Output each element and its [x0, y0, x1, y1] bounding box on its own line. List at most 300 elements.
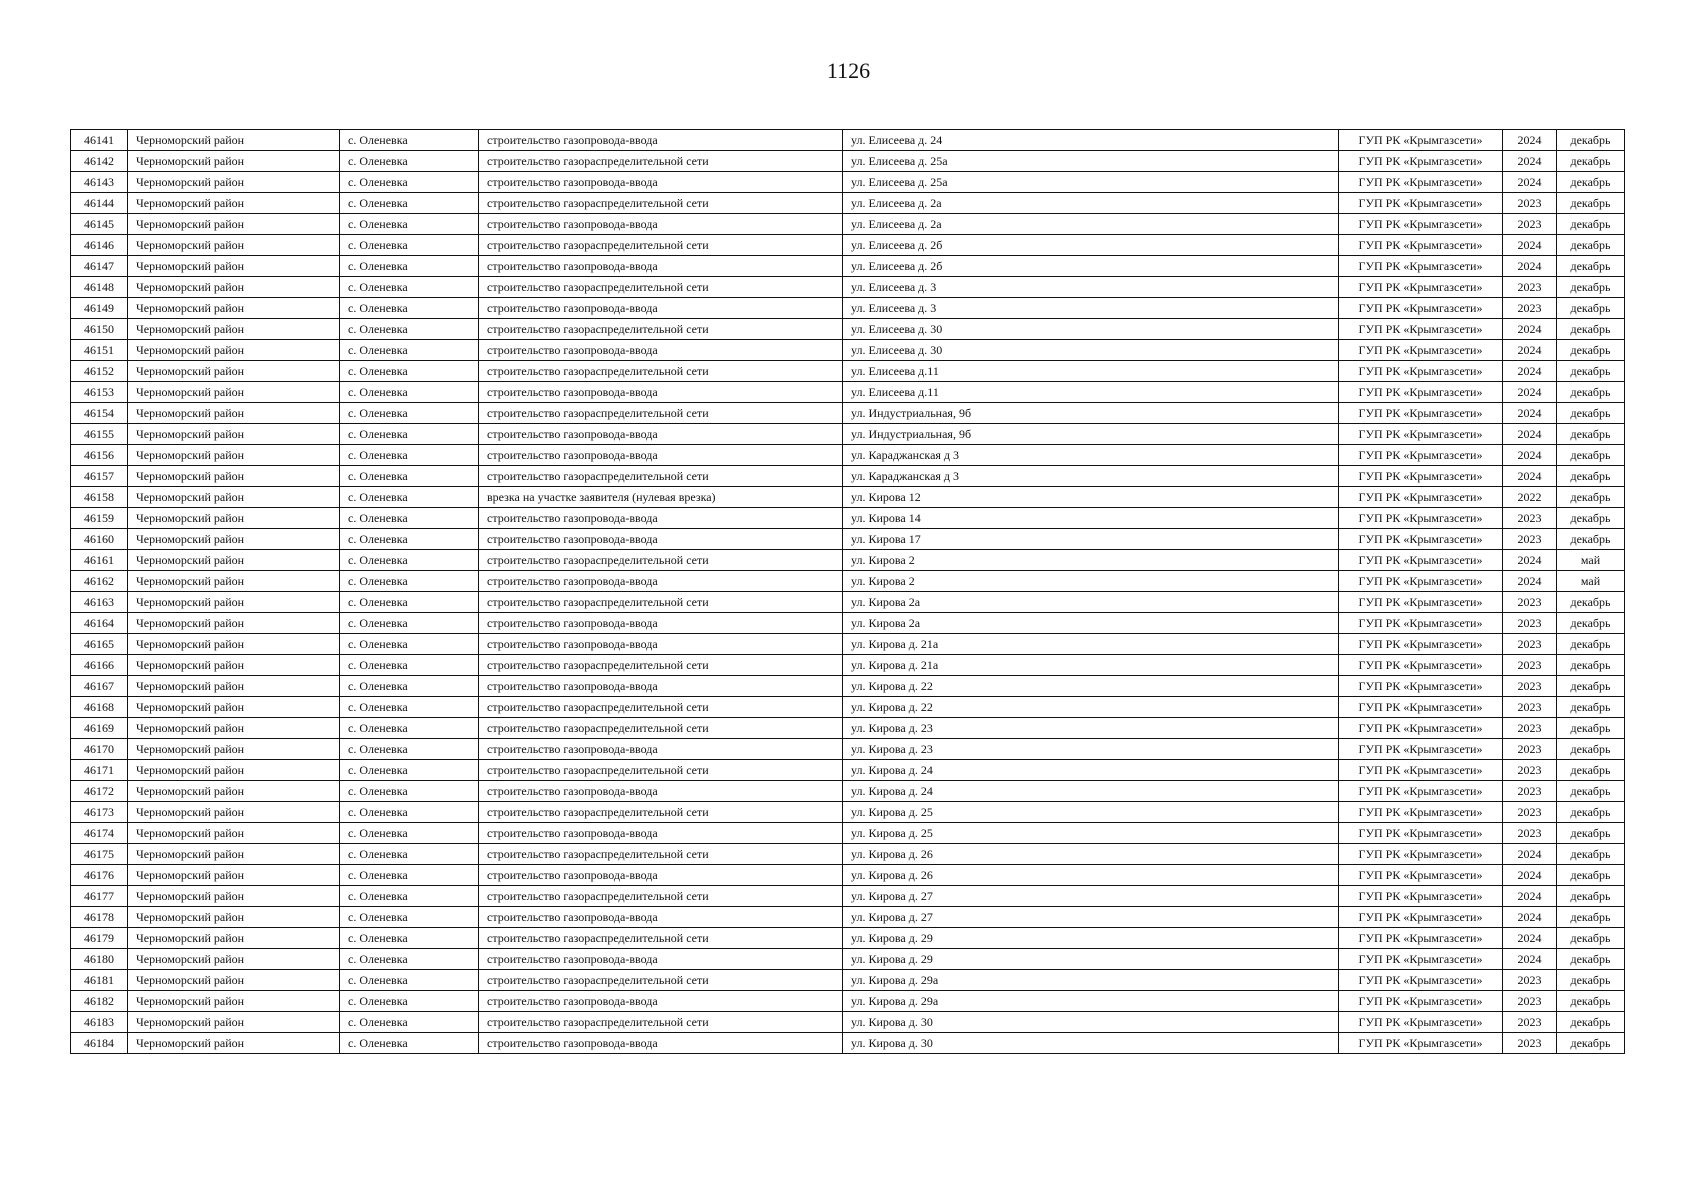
table-row: [71, 529, 1625, 550]
organization-cell: ГУП РК «Крымгазсети»: [1339, 970, 1503, 991]
month-cell: декабрь: [1557, 676, 1625, 697]
table-row: [71, 340, 1625, 361]
settlement-cell: с. Оленевка: [340, 130, 479, 151]
year-cell: 2023: [1503, 781, 1557, 802]
table-row: [71, 298, 1625, 319]
district-cell: Черноморский район: [128, 571, 340, 592]
settlement-cell: с. Оленевка: [340, 172, 479, 193]
month-cell: декабрь: [1557, 718, 1625, 739]
year-cell: 2024: [1503, 130, 1557, 151]
row-number-cell: 46175: [71, 844, 128, 865]
settlement-cell: с. Оленевка: [340, 655, 479, 676]
settlement-cell: с. Оленевка: [340, 298, 479, 319]
address-cell: ул. Кирова д. 21а: [843, 655, 1339, 676]
work-type-cell: строительство газораспределительной сети: [479, 802, 843, 823]
settlement-cell: с. Оленевка: [340, 235, 479, 256]
row-number-cell: 46173: [71, 802, 128, 823]
month-cell: декабрь: [1557, 277, 1625, 298]
row-number-cell: 46164: [71, 613, 128, 634]
table-row: [71, 571, 1625, 592]
year-cell: 2024: [1503, 340, 1557, 361]
organization-cell: ГУП РК «Крымгазсети»: [1339, 886, 1503, 907]
work-type-cell: строительство газопровода-ввода: [479, 340, 843, 361]
work-type-cell: строительство газопровода-ввода: [479, 823, 843, 844]
settlement-cell: с. Оленевка: [340, 319, 479, 340]
settlement-cell: с. Оленевка: [340, 781, 479, 802]
work-type-cell: строительство газопровода-ввода: [479, 949, 843, 970]
work-type-cell: строительство газораспределительной сети: [479, 970, 843, 991]
organization-cell: ГУП РК «Крымгазсети»: [1339, 613, 1503, 634]
address-cell: ул. Кирова д. 26: [843, 865, 1339, 886]
address-cell: ул. Кирова 17: [843, 529, 1339, 550]
address-cell: ул. Елисеева д.11: [843, 361, 1339, 382]
work-type-cell: строительство газораспределительной сети: [479, 655, 843, 676]
organization-cell: ГУП РК «Крымгазсети»: [1339, 445, 1503, 466]
year-cell: 2024: [1503, 928, 1557, 949]
work-type-cell: строительство газопровода-ввода: [479, 634, 843, 655]
year-cell: 2024: [1503, 382, 1557, 403]
address-cell: ул. Кирова д. 25: [843, 802, 1339, 823]
table-row: [71, 1033, 1625, 1054]
address-cell: ул. Елисеева д. 25а: [843, 172, 1339, 193]
settlement-cell: с. Оленевка: [340, 382, 479, 403]
table-row: [71, 781, 1625, 802]
work-type-cell: строительство газораспределительной сети: [479, 277, 843, 298]
organization-cell: ГУП РК «Крымгазсети»: [1339, 361, 1503, 382]
month-cell: декабрь: [1557, 151, 1625, 172]
address-cell: ул. Кирова 2: [843, 571, 1339, 592]
settlement-cell: с. Оленевка: [340, 340, 479, 361]
registry-body: [71, 130, 1625, 1054]
district-cell: Черноморский район: [128, 172, 340, 193]
row-number-cell: 46150: [71, 319, 128, 340]
settlement-cell: с. Оленевка: [340, 214, 479, 235]
settlement-cell: с. Оленевка: [340, 256, 479, 277]
district-cell: Черноморский район: [128, 676, 340, 697]
organization-cell: ГУП РК «Крымгазсети»: [1339, 529, 1503, 550]
month-cell: декабрь: [1557, 613, 1625, 634]
work-type-cell: строительство газопровода-ввода: [479, 991, 843, 1012]
row-number-cell: 46182: [71, 991, 128, 1012]
table-row: [71, 865, 1625, 886]
row-number-cell: 46151: [71, 340, 128, 361]
year-cell: 2023: [1503, 655, 1557, 676]
row-number-cell: 46146: [71, 235, 128, 256]
row-number-cell: 46180: [71, 949, 128, 970]
settlement-cell: с. Оленевка: [340, 361, 479, 382]
address-cell: ул. Кирова д. 22: [843, 697, 1339, 718]
district-cell: Черноморский район: [128, 970, 340, 991]
organization-cell: ГУП РК «Крымгазсети»: [1339, 298, 1503, 319]
row-number-cell: 46179: [71, 928, 128, 949]
row-number-cell: 46160: [71, 529, 128, 550]
year-cell: 2023: [1503, 214, 1557, 235]
organization-cell: ГУП РК «Крымгазсети»: [1339, 403, 1503, 424]
address-cell: ул. Кирова д. 30: [843, 1033, 1339, 1054]
row-number-cell: 46142: [71, 151, 128, 172]
work-type-cell: строительство газопровода-ввода: [479, 1033, 843, 1054]
organization-cell: ГУП РК «Крымгазсети»: [1339, 214, 1503, 235]
address-cell: ул. Кирова д. 27: [843, 907, 1339, 928]
work-type-cell: строительство газораспределительной сети: [479, 718, 843, 739]
work-type-cell: строительство газопровода-ввода: [479, 571, 843, 592]
address-cell: ул. Кирова д. 25: [843, 823, 1339, 844]
row-number-cell: 46143: [71, 172, 128, 193]
month-cell: декабрь: [1557, 739, 1625, 760]
work-type-cell: строительство газораспределительной сети: [479, 760, 843, 781]
year-cell: 2023: [1503, 823, 1557, 844]
district-cell: Черноморский район: [128, 256, 340, 277]
table-row: [71, 487, 1625, 508]
year-cell: 2023: [1503, 1033, 1557, 1054]
district-cell: Черноморский район: [128, 613, 340, 634]
settlement-cell: с. Оленевка: [340, 949, 479, 970]
table-row: [71, 718, 1625, 739]
month-cell: декабрь: [1557, 319, 1625, 340]
organization-cell: ГУП РК «Крымгазсети»: [1339, 130, 1503, 151]
work-type-cell: строительство газораспределительной сети: [479, 592, 843, 613]
work-type-cell: строительство газопровода-ввода: [479, 529, 843, 550]
month-cell: декабрь: [1557, 235, 1625, 256]
row-number-cell: 46183: [71, 1012, 128, 1033]
organization-cell: ГУП РК «Крымгазсети»: [1339, 340, 1503, 361]
settlement-cell: с. Оленевка: [340, 508, 479, 529]
district-cell: Черноморский район: [128, 802, 340, 823]
work-type-cell: строительство газораспределительной сети: [479, 319, 843, 340]
district-cell: Черноморский район: [128, 1012, 340, 1033]
month-cell: май: [1557, 550, 1625, 571]
district-cell: Черноморский район: [128, 466, 340, 487]
work-type-cell: строительство газораспределительной сети: [479, 886, 843, 907]
address-cell: ул. Караджанская д 3: [843, 445, 1339, 466]
settlement-cell: с. Оленевка: [340, 487, 479, 508]
table-row: [71, 739, 1625, 760]
address-cell: ул. Кирова д. 29а: [843, 991, 1339, 1012]
row-number-cell: 46153: [71, 382, 128, 403]
month-cell: декабрь: [1557, 382, 1625, 403]
row-number-cell: 46170: [71, 739, 128, 760]
month-cell: декабрь: [1557, 424, 1625, 445]
month-cell: декабрь: [1557, 970, 1625, 991]
organization-cell: ГУП РК «Крымгазсети»: [1339, 235, 1503, 256]
work-type-cell: строительство газопровода-ввода: [479, 445, 843, 466]
month-cell: декабрь: [1557, 907, 1625, 928]
month-cell: декабрь: [1557, 298, 1625, 319]
month-cell: декабрь: [1557, 655, 1625, 676]
work-type-cell: строительство газораспределительной сети: [479, 844, 843, 865]
district-cell: Черноморский район: [128, 151, 340, 172]
month-cell: декабрь: [1557, 823, 1625, 844]
organization-cell: ГУП РК «Крымгазсети»: [1339, 193, 1503, 214]
year-cell: 2024: [1503, 844, 1557, 865]
address-cell: ул. Кирова д. 21а: [843, 634, 1339, 655]
table-row: [71, 151, 1625, 172]
year-cell: 2024: [1503, 151, 1557, 172]
address-cell: ул. Кирова 2: [843, 550, 1339, 571]
month-cell: декабрь: [1557, 487, 1625, 508]
settlement-cell: с. Оленевка: [340, 802, 479, 823]
district-cell: Черноморский район: [128, 907, 340, 928]
organization-cell: ГУП РК «Крымгазсети»: [1339, 949, 1503, 970]
row-number-cell: 46184: [71, 1033, 128, 1054]
year-cell: 2023: [1503, 970, 1557, 991]
row-number-cell: 46156: [71, 445, 128, 466]
year-cell: 2024: [1503, 319, 1557, 340]
table-row: [71, 907, 1625, 928]
table-row: [71, 403, 1625, 424]
district-cell: Черноморский район: [128, 445, 340, 466]
district-cell: Черноморский район: [128, 508, 340, 529]
row-number-cell: 46148: [71, 277, 128, 298]
row-number-cell: 46149: [71, 298, 128, 319]
organization-cell: ГУП РК «Крымгазсети»: [1339, 277, 1503, 298]
settlement-cell: с. Оленевка: [340, 991, 479, 1012]
address-cell: ул. Кирова д. 30: [843, 1012, 1339, 1033]
row-number-cell: 46181: [71, 970, 128, 991]
row-number-cell: 46155: [71, 424, 128, 445]
month-cell: декабрь: [1557, 865, 1625, 886]
organization-cell: ГУП РК «Крымгазсети»: [1339, 844, 1503, 865]
address-cell: ул. Кирова д. 24: [843, 781, 1339, 802]
year-cell: 2023: [1503, 634, 1557, 655]
work-type-cell: строительство газопровода-ввода: [479, 907, 843, 928]
row-number-cell: 46157: [71, 466, 128, 487]
organization-cell: ГУП РК «Крымгазсети»: [1339, 718, 1503, 739]
settlement-cell: с. Оленевка: [340, 823, 479, 844]
year-cell: 2023: [1503, 529, 1557, 550]
row-number-cell: 46162: [71, 571, 128, 592]
district-cell: Черноморский район: [128, 1033, 340, 1054]
table-row: [71, 235, 1625, 256]
year-cell: 2023: [1503, 718, 1557, 739]
table-row: [71, 886, 1625, 907]
row-number-cell: 46178: [71, 907, 128, 928]
table-row: [71, 193, 1625, 214]
table-row: [71, 361, 1625, 382]
year-cell: 2023: [1503, 613, 1557, 634]
settlement-cell: с. Оленевка: [340, 928, 479, 949]
settlement-cell: с. Оленевка: [340, 151, 479, 172]
settlement-cell: с. Оленевка: [340, 466, 479, 487]
year-cell: 2024: [1503, 949, 1557, 970]
year-cell: 2024: [1503, 445, 1557, 466]
row-number-cell: 46161: [71, 550, 128, 571]
table-row: [71, 172, 1625, 193]
district-cell: Черноморский район: [128, 277, 340, 298]
month-cell: май: [1557, 571, 1625, 592]
year-cell: 2023: [1503, 193, 1557, 214]
address-cell: ул. Елисеева д. 2б: [843, 235, 1339, 256]
work-type-cell: строительство газопровода-ввода: [479, 172, 843, 193]
month-cell: декабрь: [1557, 697, 1625, 718]
district-cell: Черноморский район: [128, 823, 340, 844]
settlement-cell: с. Оленевка: [340, 403, 479, 424]
address-cell: ул. Елисеева д. 30: [843, 340, 1339, 361]
district-cell: Черноморский район: [128, 382, 340, 403]
organization-cell: ГУП РК «Крымгазсети»: [1339, 634, 1503, 655]
district-cell: Черноморский район: [128, 844, 340, 865]
registry-table: [70, 129, 1625, 1054]
table-row: [71, 592, 1625, 613]
settlement-cell: с. Оленевка: [340, 634, 479, 655]
table-row: [71, 949, 1625, 970]
month-cell: декабрь: [1557, 802, 1625, 823]
address-cell: ул. Елисеева д. 3: [843, 277, 1339, 298]
table-row: [71, 634, 1625, 655]
address-cell: ул. Кирова д. 29а: [843, 970, 1339, 991]
organization-cell: ГУП РК «Крымгазсети»: [1339, 1012, 1503, 1033]
address-cell: ул. Кирова д. 22: [843, 676, 1339, 697]
work-type-cell: строительство газопровода-ввода: [479, 214, 843, 235]
organization-cell: ГУП РК «Крымгазсети»: [1339, 865, 1503, 886]
year-cell: 2024: [1503, 361, 1557, 382]
district-cell: Черноморский район: [128, 529, 340, 550]
year-cell: 2024: [1503, 403, 1557, 424]
table-row: [71, 550, 1625, 571]
year-cell: 2024: [1503, 256, 1557, 277]
month-cell: декабрь: [1557, 172, 1625, 193]
table-row: [71, 382, 1625, 403]
settlement-cell: с. Оленевка: [340, 739, 479, 760]
organization-cell: ГУП РК «Крымгазсети»: [1339, 487, 1503, 508]
settlement-cell: с. Оленевка: [340, 445, 479, 466]
organization-cell: ГУП РК «Крымгазсети»: [1339, 991, 1503, 1012]
organization-cell: ГУП РК «Крымгазсети»: [1339, 172, 1503, 193]
year-cell: 2024: [1503, 466, 1557, 487]
month-cell: декабрь: [1557, 1033, 1625, 1054]
settlement-cell: с. Оленевка: [340, 697, 479, 718]
work-type-cell: строительство газораспределительной сети: [479, 550, 843, 571]
district-cell: Черноморский район: [128, 130, 340, 151]
row-number-cell: 46163: [71, 592, 128, 613]
row-number-cell: 46174: [71, 823, 128, 844]
work-type-cell: строительство газораспределительной сети: [479, 1012, 843, 1033]
table-row: [71, 277, 1625, 298]
district-cell: Черноморский район: [128, 655, 340, 676]
work-type-cell: строительство газораспределительной сети: [479, 151, 843, 172]
year-cell: 2023: [1503, 739, 1557, 760]
year-cell: 2024: [1503, 571, 1557, 592]
month-cell: декабрь: [1557, 634, 1625, 655]
settlement-cell: с. Оленевка: [340, 1033, 479, 1054]
settlement-cell: с. Оленевка: [340, 592, 479, 613]
month-cell: декабрь: [1557, 256, 1625, 277]
organization-cell: ГУП РК «Крымгазсети»: [1339, 802, 1503, 823]
month-cell: декабрь: [1557, 130, 1625, 151]
organization-cell: ГУП РК «Крымгазсети»: [1339, 466, 1503, 487]
district-cell: Черноморский район: [128, 214, 340, 235]
month-cell: декабрь: [1557, 760, 1625, 781]
month-cell: декабрь: [1557, 508, 1625, 529]
work-type-cell: строительство газопровода-ввода: [479, 424, 843, 445]
address-cell: ул. Кирова д. 29: [843, 928, 1339, 949]
organization-cell: ГУП РК «Крымгазсети»: [1339, 151, 1503, 172]
district-cell: Черноморский район: [128, 340, 340, 361]
district-cell: Черноморский район: [128, 739, 340, 760]
table-row: [71, 256, 1625, 277]
row-number-cell: 46169: [71, 718, 128, 739]
settlement-cell: с. Оленевка: [340, 550, 479, 571]
organization-cell: ГУП РК «Крымгазсети»: [1339, 907, 1503, 928]
address-cell: ул. Елисеева д. 30: [843, 319, 1339, 340]
work-type-cell: строительство газораспределительной сети: [479, 697, 843, 718]
address-cell: ул. Елисеева д. 2а: [843, 214, 1339, 235]
address-cell: ул. Елисеева д. 25а: [843, 151, 1339, 172]
month-cell: декабрь: [1557, 928, 1625, 949]
table-row: [71, 802, 1625, 823]
work-type-cell: строительство газопровода-ввода: [479, 676, 843, 697]
district-cell: Черноморский район: [128, 361, 340, 382]
month-cell: декабрь: [1557, 991, 1625, 1012]
row-number-cell: 46154: [71, 403, 128, 424]
address-cell: ул. Кирова д. 29: [843, 949, 1339, 970]
work-type-cell: строительство газораспределительной сети: [479, 928, 843, 949]
settlement-cell: с. Оленевка: [340, 424, 479, 445]
district-cell: Черноморский район: [128, 592, 340, 613]
settlement-cell: с. Оленевка: [340, 571, 479, 592]
table-row: [71, 928, 1625, 949]
month-cell: декабрь: [1557, 403, 1625, 424]
row-number-cell: 46166: [71, 655, 128, 676]
work-type-cell: строительство газопровода-ввода: [479, 382, 843, 403]
district-cell: Черноморский район: [128, 865, 340, 886]
address-cell: ул. Кирова 2а: [843, 613, 1339, 634]
settlement-cell: с. Оленевка: [340, 718, 479, 739]
district-cell: Черноморский район: [128, 634, 340, 655]
month-cell: декабрь: [1557, 592, 1625, 613]
address-cell: ул. Индустриальная, 9б: [843, 424, 1339, 445]
year-cell: 2023: [1503, 298, 1557, 319]
row-number-cell: 46147: [71, 256, 128, 277]
settlement-cell: с. Оленевка: [340, 886, 479, 907]
work-type-cell: строительство газораспределительной сети: [479, 403, 843, 424]
table-row: [71, 214, 1625, 235]
district-cell: Черноморский район: [128, 487, 340, 508]
settlement-cell: с. Оленевка: [340, 613, 479, 634]
row-number-cell: 46167: [71, 676, 128, 697]
organization-cell: ГУП РК «Крымгазсети»: [1339, 550, 1503, 571]
table-row: [71, 445, 1625, 466]
address-cell: ул. Кирова 12: [843, 487, 1339, 508]
organization-cell: ГУП РК «Крымгазсети»: [1339, 781, 1503, 802]
district-cell: Черноморский район: [128, 760, 340, 781]
month-cell: декабрь: [1557, 361, 1625, 382]
year-cell: 2023: [1503, 676, 1557, 697]
table-row: [71, 676, 1625, 697]
work-type-cell: строительство газораспределительной сети: [479, 235, 843, 256]
address-cell: ул. Елисеева д. 2а: [843, 193, 1339, 214]
address-cell: ул. Елисеева д.11: [843, 382, 1339, 403]
organization-cell: ГУП РК «Крымгазсети»: [1339, 697, 1503, 718]
year-cell: 2024: [1503, 865, 1557, 886]
row-number-cell: 46172: [71, 781, 128, 802]
month-cell: декабрь: [1557, 214, 1625, 235]
year-cell: 2024: [1503, 172, 1557, 193]
settlement-cell: с. Оленевка: [340, 970, 479, 991]
table-row: [71, 508, 1625, 529]
month-cell: декабрь: [1557, 466, 1625, 487]
row-number-cell: 46158: [71, 487, 128, 508]
district-cell: Черноморский район: [128, 718, 340, 739]
organization-cell: ГУП РК «Крымгазсети»: [1339, 655, 1503, 676]
address-cell: ул. Елисеева д. 24: [843, 130, 1339, 151]
year-cell: 2022: [1503, 487, 1557, 508]
year-cell: 2024: [1503, 907, 1557, 928]
year-cell: 2023: [1503, 991, 1557, 1012]
district-cell: Черноморский район: [128, 319, 340, 340]
address-cell: ул. Кирова д. 26: [843, 844, 1339, 865]
year-cell: 2023: [1503, 592, 1557, 613]
